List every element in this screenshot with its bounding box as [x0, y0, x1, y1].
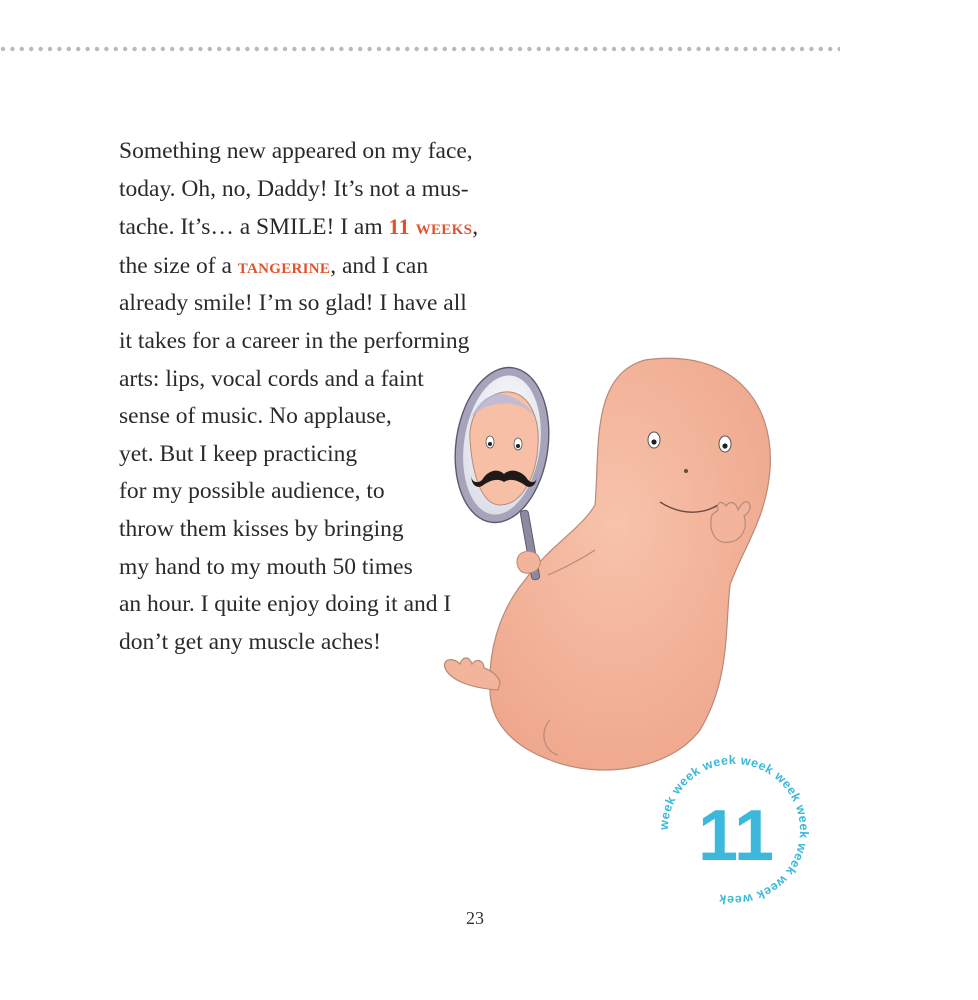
rule-dot	[659, 47, 663, 51]
rule-dot	[85, 47, 89, 51]
rule-dot	[555, 47, 559, 51]
rule-dot	[414, 47, 418, 51]
rule-dot	[57, 47, 61, 51]
rule-dot	[198, 47, 202, 51]
rule-dot	[386, 47, 390, 51]
rule-dot	[433, 47, 437, 51]
rule-dot	[424, 47, 428, 51]
rule-dot	[687, 47, 691, 51]
rule-dot	[809, 47, 813, 51]
paragraph-line	[119, 208, 539, 247]
rule-dot	[114, 47, 118, 51]
week-ring-text: week week week week week week week week week	[656, 752, 812, 908]
rule-dot	[772, 47, 776, 51]
rule-dot	[10, 47, 14, 51]
rule-dot	[546, 47, 550, 51]
rule-dot	[508, 47, 512, 51]
week-11-badge	[656, 752, 812, 908]
rule-dot	[38, 47, 42, 51]
rule-dot	[29, 47, 33, 51]
text-run: an hour. I quite enjoy doing it and I	[119, 591, 452, 618]
rule-dot	[264, 47, 268, 51]
rule-dot	[743, 47, 747, 51]
rule-dot	[837, 47, 840, 51]
hand-mirror	[446, 361, 559, 580]
rule-dot	[499, 47, 503, 51]
rule-dot	[452, 47, 456, 51]
rule-dot	[518, 47, 522, 51]
rule-dot	[367, 47, 371, 51]
baby-with-mirror-illustration	[430, 330, 790, 790]
rule-dot	[217, 47, 221, 51]
rule-dot	[762, 47, 766, 51]
rule-dot	[245, 47, 249, 51]
rule-dot	[20, 47, 24, 51]
text-run: yet. But I keep practicing	[119, 440, 358, 467]
paragraph-line	[119, 133, 539, 171]
rule-dot	[706, 47, 710, 51]
text-run: Something new appeared on my face,	[119, 138, 473, 164]
text-run: don’t get any muscle aches!	[119, 628, 381, 655]
rule-dot	[349, 47, 353, 51]
rule-dot	[612, 47, 616, 51]
text-run: throw them kisses by bringing	[119, 515, 404, 542]
rule-dot	[405, 47, 409, 51]
rule-dot	[753, 47, 757, 51]
rule-dot	[302, 47, 306, 51]
rule-dot	[170, 47, 174, 51]
week-number: 11	[697, 796, 775, 876]
rule-dot	[584, 47, 588, 51]
rule-dot	[781, 47, 785, 51]
rule-dot	[819, 47, 823, 51]
rule-dot	[631, 47, 635, 51]
rule-dot	[142, 47, 146, 51]
rule-dot	[48, 47, 52, 51]
paragraph-line	[119, 171, 539, 209]
text-run: it takes for a career in the performing	[119, 327, 470, 354]
highlight-keyword: 11 weeks	[388, 214, 473, 240]
rule-dot	[320, 47, 324, 51]
paragraph-line	[119, 285, 539, 323]
rule-dot	[179, 47, 183, 51]
rule-dot	[621, 47, 625, 51]
rule-dot	[226, 47, 230, 51]
rule-dot	[292, 47, 296, 51]
paragraph-line	[119, 247, 539, 286]
rule-dot	[649, 47, 653, 51]
rule-dot	[565, 47, 569, 51]
text-run: tache. It’s… a SMILE! I am	[119, 214, 389, 241]
rule-dot	[574, 47, 578, 51]
rule-dot	[678, 47, 682, 51]
rule-dot	[602, 47, 606, 51]
rule-dot	[668, 47, 672, 51]
rule-dot	[1, 47, 5, 51]
rule-dot	[123, 47, 127, 51]
rule-dot	[828, 47, 832, 51]
rule-dot	[715, 47, 719, 51]
text-run: today. Oh, no, Daddy! It’s not a mus-	[119, 175, 469, 202]
rule-dot	[734, 47, 738, 51]
text-run: the size of a	[119, 252, 238, 279]
rule-dot	[151, 47, 155, 51]
rule-dot	[311, 47, 315, 51]
rule-dot	[189, 47, 193, 51]
rule-dot	[696, 47, 700, 51]
page-number: 23	[466, 908, 484, 928]
rule-dot	[76, 47, 80, 51]
rule-dot	[443, 47, 447, 51]
rule-dot	[725, 47, 729, 51]
rule-dot	[480, 47, 484, 51]
text-run: ,	[472, 214, 479, 241]
text-run: for my possible audience, to	[119, 478, 385, 505]
text-run: my hand to my mouth 50 times	[119, 553, 413, 580]
rule-dot	[273, 47, 277, 51]
rule-dot	[339, 47, 343, 51]
text-run: already smile! I’m so glad! I have all	[119, 290, 467, 317]
rule-dot	[471, 47, 475, 51]
highlight-keyword: tangerine	[237, 252, 331, 278]
rule-dot	[593, 47, 597, 51]
rule-dot	[396, 47, 400, 51]
rule-dot	[490, 47, 494, 51]
text-run: , and I can	[330, 252, 429, 279]
rule-dot	[527, 47, 531, 51]
rule-dot	[95, 47, 99, 51]
rule-dot	[208, 47, 212, 51]
rule-dot	[790, 47, 794, 51]
rule-dot	[255, 47, 259, 51]
rule-dot	[800, 47, 804, 51]
rule-dot	[67, 47, 71, 51]
rule-dot	[358, 47, 362, 51]
text-run: arts: lips, vocal cords and a faint	[119, 365, 424, 392]
rule-dot	[236, 47, 240, 51]
rule-dot	[461, 47, 465, 51]
rule-dot	[377, 47, 381, 51]
text-run: sense of music. No applause,	[119, 403, 392, 430]
rule-dot	[283, 47, 287, 51]
rule-dot	[330, 47, 334, 51]
rule-dot	[104, 47, 108, 51]
rule-dot	[640, 47, 644, 51]
rule-dot	[161, 47, 165, 51]
dotted-rule	[0, 44, 840, 54]
rule-dot	[537, 47, 541, 51]
rule-dot	[132, 47, 136, 51]
